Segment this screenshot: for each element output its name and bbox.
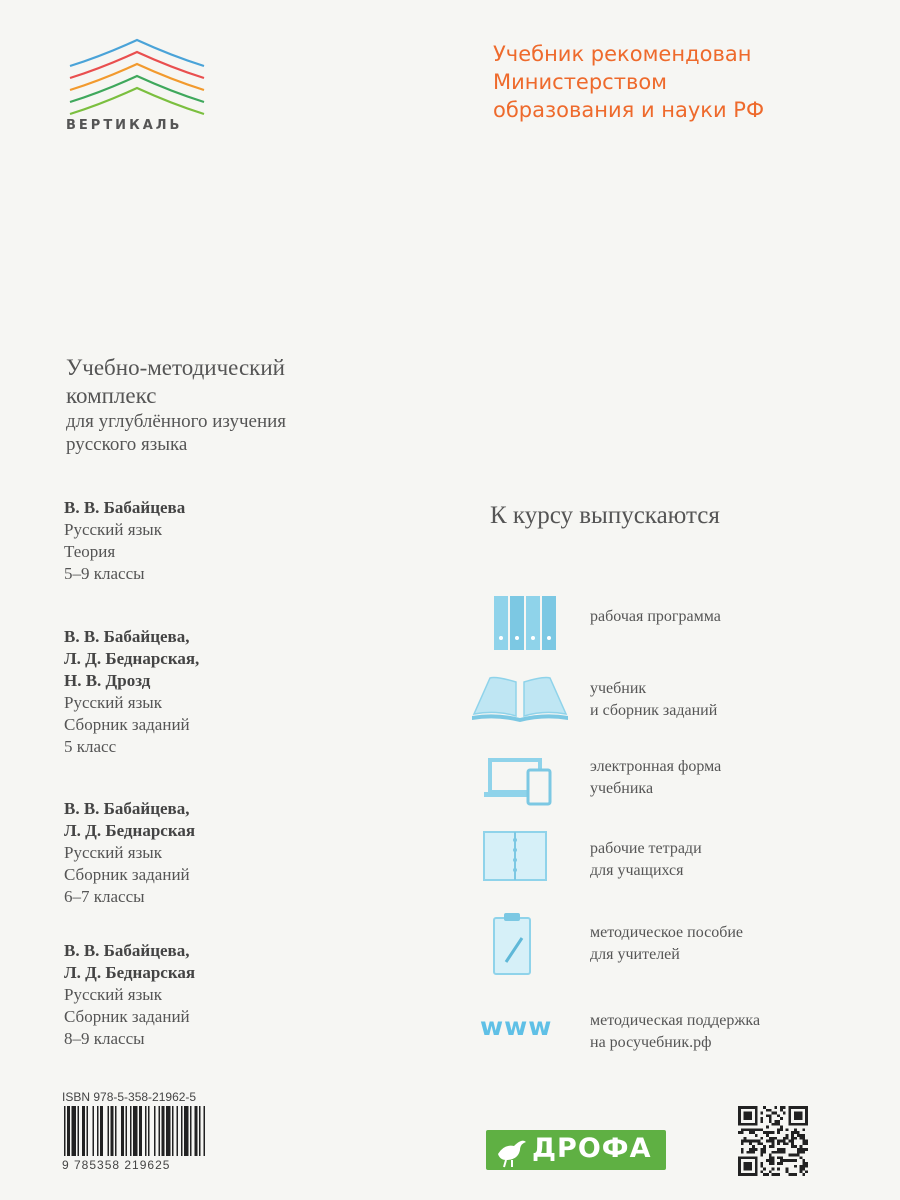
course-item	[470, 754, 870, 834]
book-entry	[64, 940, 384, 1050]
book-line: Сборник заданий	[64, 865, 190, 884]
www-icon: www	[480, 1012, 553, 1041]
course-item-label: методическая поддержка на росучебник.рф	[590, 1012, 761, 1051]
recommendation-line: Учебник рекомендован	[493, 42, 752, 66]
complex-title: Учебно-методический	[66, 355, 285, 380]
book-line: Русский язык	[64, 985, 162, 1004]
book-line: 6–7 классы	[64, 887, 145, 906]
book-entry	[64, 798, 384, 908]
course-title: К курсу выпускаются	[490, 502, 720, 529]
logo-text: ВЕРТИКАЛЬ	[66, 118, 183, 133]
complex-title: комплекс	[66, 383, 157, 408]
publisher-logo	[486, 1130, 666, 1170]
book-author: В. В. Бабайцева,	[64, 799, 190, 818]
binders-icon	[470, 590, 570, 670]
book-line: Русский язык	[64, 520, 162, 539]
course-item-label: рабочая программа	[590, 608, 721, 625]
book-author: Л. Д. Беднарская	[64, 963, 196, 982]
course-item-label: электронная форма учебника	[590, 758, 722, 797]
book-author: Л. Д. Беднарская	[64, 821, 196, 840]
publisher-name: ДРОФА	[532, 1133, 652, 1164]
book-line: 5 класс	[64, 737, 117, 756]
course-item	[470, 830, 870, 910]
complex-subtitle: для углублённого изучения	[66, 411, 287, 432]
book-entry	[64, 626, 384, 758]
book-line: Сборник заданий	[64, 1007, 190, 1026]
course-item-label: методическое пособие для учителей	[590, 924, 744, 963]
recommendation-note	[493, 40, 823, 124]
qr-code-icon	[738, 1106, 808, 1176]
complex-heading	[66, 354, 386, 456]
course-item	[470, 910, 870, 990]
book-author: В. В. Бабайцева	[64, 498, 186, 517]
book-author: В. В. Бабайцева,	[64, 941, 190, 960]
recommendation-line: Министерством	[493, 70, 668, 94]
isbn-label: ISBN 978-5-358-21962-5	[62, 1090, 197, 1104]
book-line: Теория	[64, 542, 116, 561]
book-line: 8–9 классы	[64, 1029, 145, 1048]
barcode-icon	[62, 1106, 260, 1156]
book-author: В. В. Бабайцева,	[64, 627, 190, 646]
book-line: Русский язык	[64, 843, 162, 862]
book-entry	[64, 497, 384, 585]
notebook-icon	[470, 830, 570, 910]
barcode-number: 9 785358 219625	[62, 1158, 171, 1172]
course-item	[470, 590, 870, 670]
bird-icon	[492, 1132, 532, 1168]
book-line: 5–9 классы	[64, 564, 145, 583]
course-item-label: учебник и сборник заданий	[590, 680, 718, 719]
devices-icon	[470, 754, 570, 834]
recommendation-line: образования и науки РФ	[493, 98, 765, 122]
book-line: Сборник заданий	[64, 715, 190, 734]
course-item-label: рабочие тетради для учащихся	[590, 840, 702, 879]
book-author: Л. Д. Беднарская,	[64, 649, 200, 668]
complex-subtitle: русского языка	[66, 434, 188, 455]
clipboard-icon	[470, 910, 570, 990]
course-item	[470, 1004, 870, 1084]
open-book-icon	[470, 672, 570, 752]
course-item	[470, 672, 870, 752]
book-author: Н. В. Дрозд	[64, 671, 151, 690]
book-line: Русский язык	[64, 693, 162, 712]
